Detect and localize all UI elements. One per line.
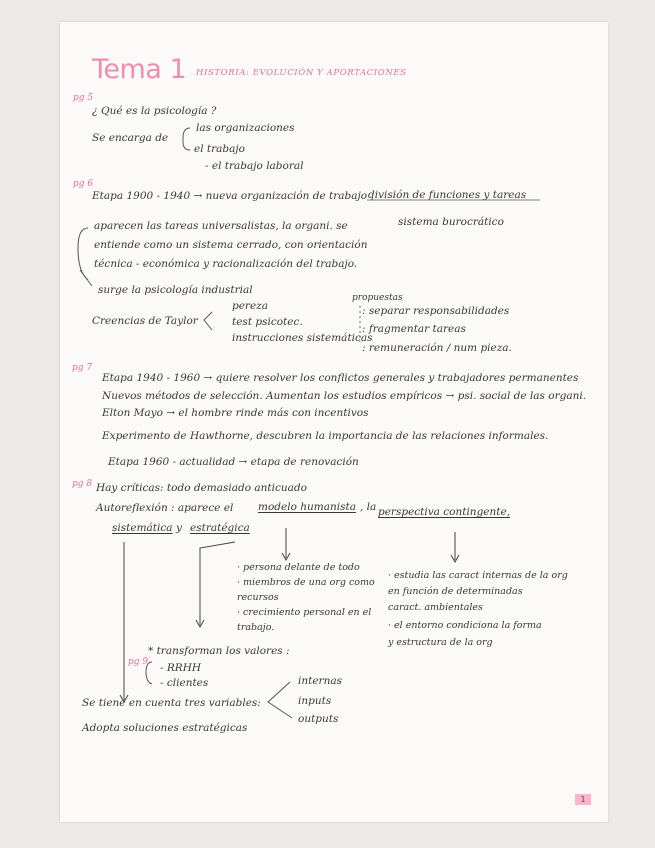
contingente-point: caract. ambientales	[388, 602, 483, 613]
modelo-humanista: modelo humanista	[258, 501, 356, 513]
taylor-item: instrucciones sistemáticas	[232, 332, 373, 344]
pg7-line: Etapa 1940 - 1960 → quiere resolver los conflictos generales y trabajadores permanentes	[102, 372, 579, 384]
estrategica: estratégica	[190, 522, 250, 534]
contingente-point: y estructura de la org	[388, 637, 493, 648]
contingente-point: · el entorno condiciona la forma	[388, 620, 542, 631]
pg9-item: - clientes	[160, 677, 209, 689]
pg7-line: Nuevos métodos de selección. Aumentan los estudios empíricos → psi. social de las organi.	[102, 390, 587, 402]
pg6-division: división de funciones y tareas	[368, 189, 527, 201]
variable-item: inputs	[298, 695, 332, 707]
pg6-creencias: Creencias de Taylor	[92, 315, 198, 327]
pg6-line: entiende como un sistema cerrado, con orientación	[94, 239, 368, 251]
humanista-point: · miembros de una org como	[237, 577, 375, 588]
pg6-etapa: Etapa 1900 - 1940 → nueva organización de trabajo ,	[92, 190, 374, 202]
contingente-point: · estudia las caract internas de la org	[388, 570, 568, 581]
pg5-item: el trabajo	[194, 143, 245, 155]
pg5-item: - el trabajo laboral	[205, 160, 304, 172]
pg8-auto: Autoreflexión : aparece el	[96, 502, 234, 514]
pg9-item: - RRHH	[160, 662, 202, 674]
pg5-lead: Se encarga de	[92, 132, 169, 144]
perspectiva-contingente: perspectiva contingente,	[378, 506, 511, 518]
humanista-point: recursos	[237, 592, 279, 603]
propuesta-item: : separar responsabilidades	[362, 305, 510, 317]
contingente-point: en función de determinadas	[388, 586, 523, 597]
humanista-point: · crecimiento personal en el	[237, 607, 372, 618]
propuesta-item: : fragmentar tareas	[362, 323, 466, 335]
pg8-y: y	[176, 522, 182, 534]
pg5-item: las organizaciones	[196, 122, 295, 134]
pg6-marker: pg 6	[73, 179, 94, 189]
pg6-line: técnica - económica y racionalización del trabajo.	[94, 258, 358, 270]
variable-item: internas	[298, 675, 342, 687]
pg8-la: , la	[360, 501, 377, 513]
page-title: Tema 1	[92, 54, 187, 85]
pg6-propuestas: propuestas	[352, 293, 403, 303]
pg6-surge: surge la psicología industrial	[98, 284, 253, 296]
pg5-marker: pg 5	[73, 93, 94, 103]
propuesta-item: : remuneración / num pieza.	[362, 342, 512, 354]
page-subtitle: HISTORIA: EVOLUCIÓN Y APORTACIONES	[196, 68, 407, 78]
taylor-item: pereza	[232, 300, 268, 312]
pg7-line: Elton Mayo → el hombre rinde más con incentivos	[102, 407, 369, 419]
variable-item: outputs	[298, 713, 339, 725]
pg6-sistema: sistema burocrático	[398, 216, 504, 228]
page-number: 1	[575, 794, 591, 805]
pg6-line: aparecen las tareas universalistas, la organi. se	[94, 220, 348, 232]
humanista-point: · persona delante de todo	[237, 562, 360, 573]
pg8-marker: pg 8	[72, 479, 93, 489]
pg9-marker: pg 9	[128, 657, 149, 667]
pg9-tres: Se tiene en cuenta tres variables:	[82, 697, 261, 709]
pg7-line: Experimento de Hawthorne, descubren la importancia de las relaciones informales.	[102, 430, 549, 442]
pg7-line: Etapa 1960 - actualidad → etapa de renovación	[108, 456, 359, 468]
sistematica: sistemática	[112, 522, 173, 534]
pg9-transforman: * transforman los valores :	[148, 645, 290, 657]
humanista-point: trabajo.	[237, 622, 275, 633]
pg7-marker: pg 7	[72, 363, 93, 373]
pg9-adopta: Adopta soluciones estratégicas	[82, 722, 248, 734]
pg5-question: ¿ Qué es la psicología ?	[92, 105, 217, 117]
pg8-criticas: Hay críticas: todo demasiado anticuado	[96, 482, 307, 494]
taylor-item: test psicotec.	[232, 316, 303, 328]
